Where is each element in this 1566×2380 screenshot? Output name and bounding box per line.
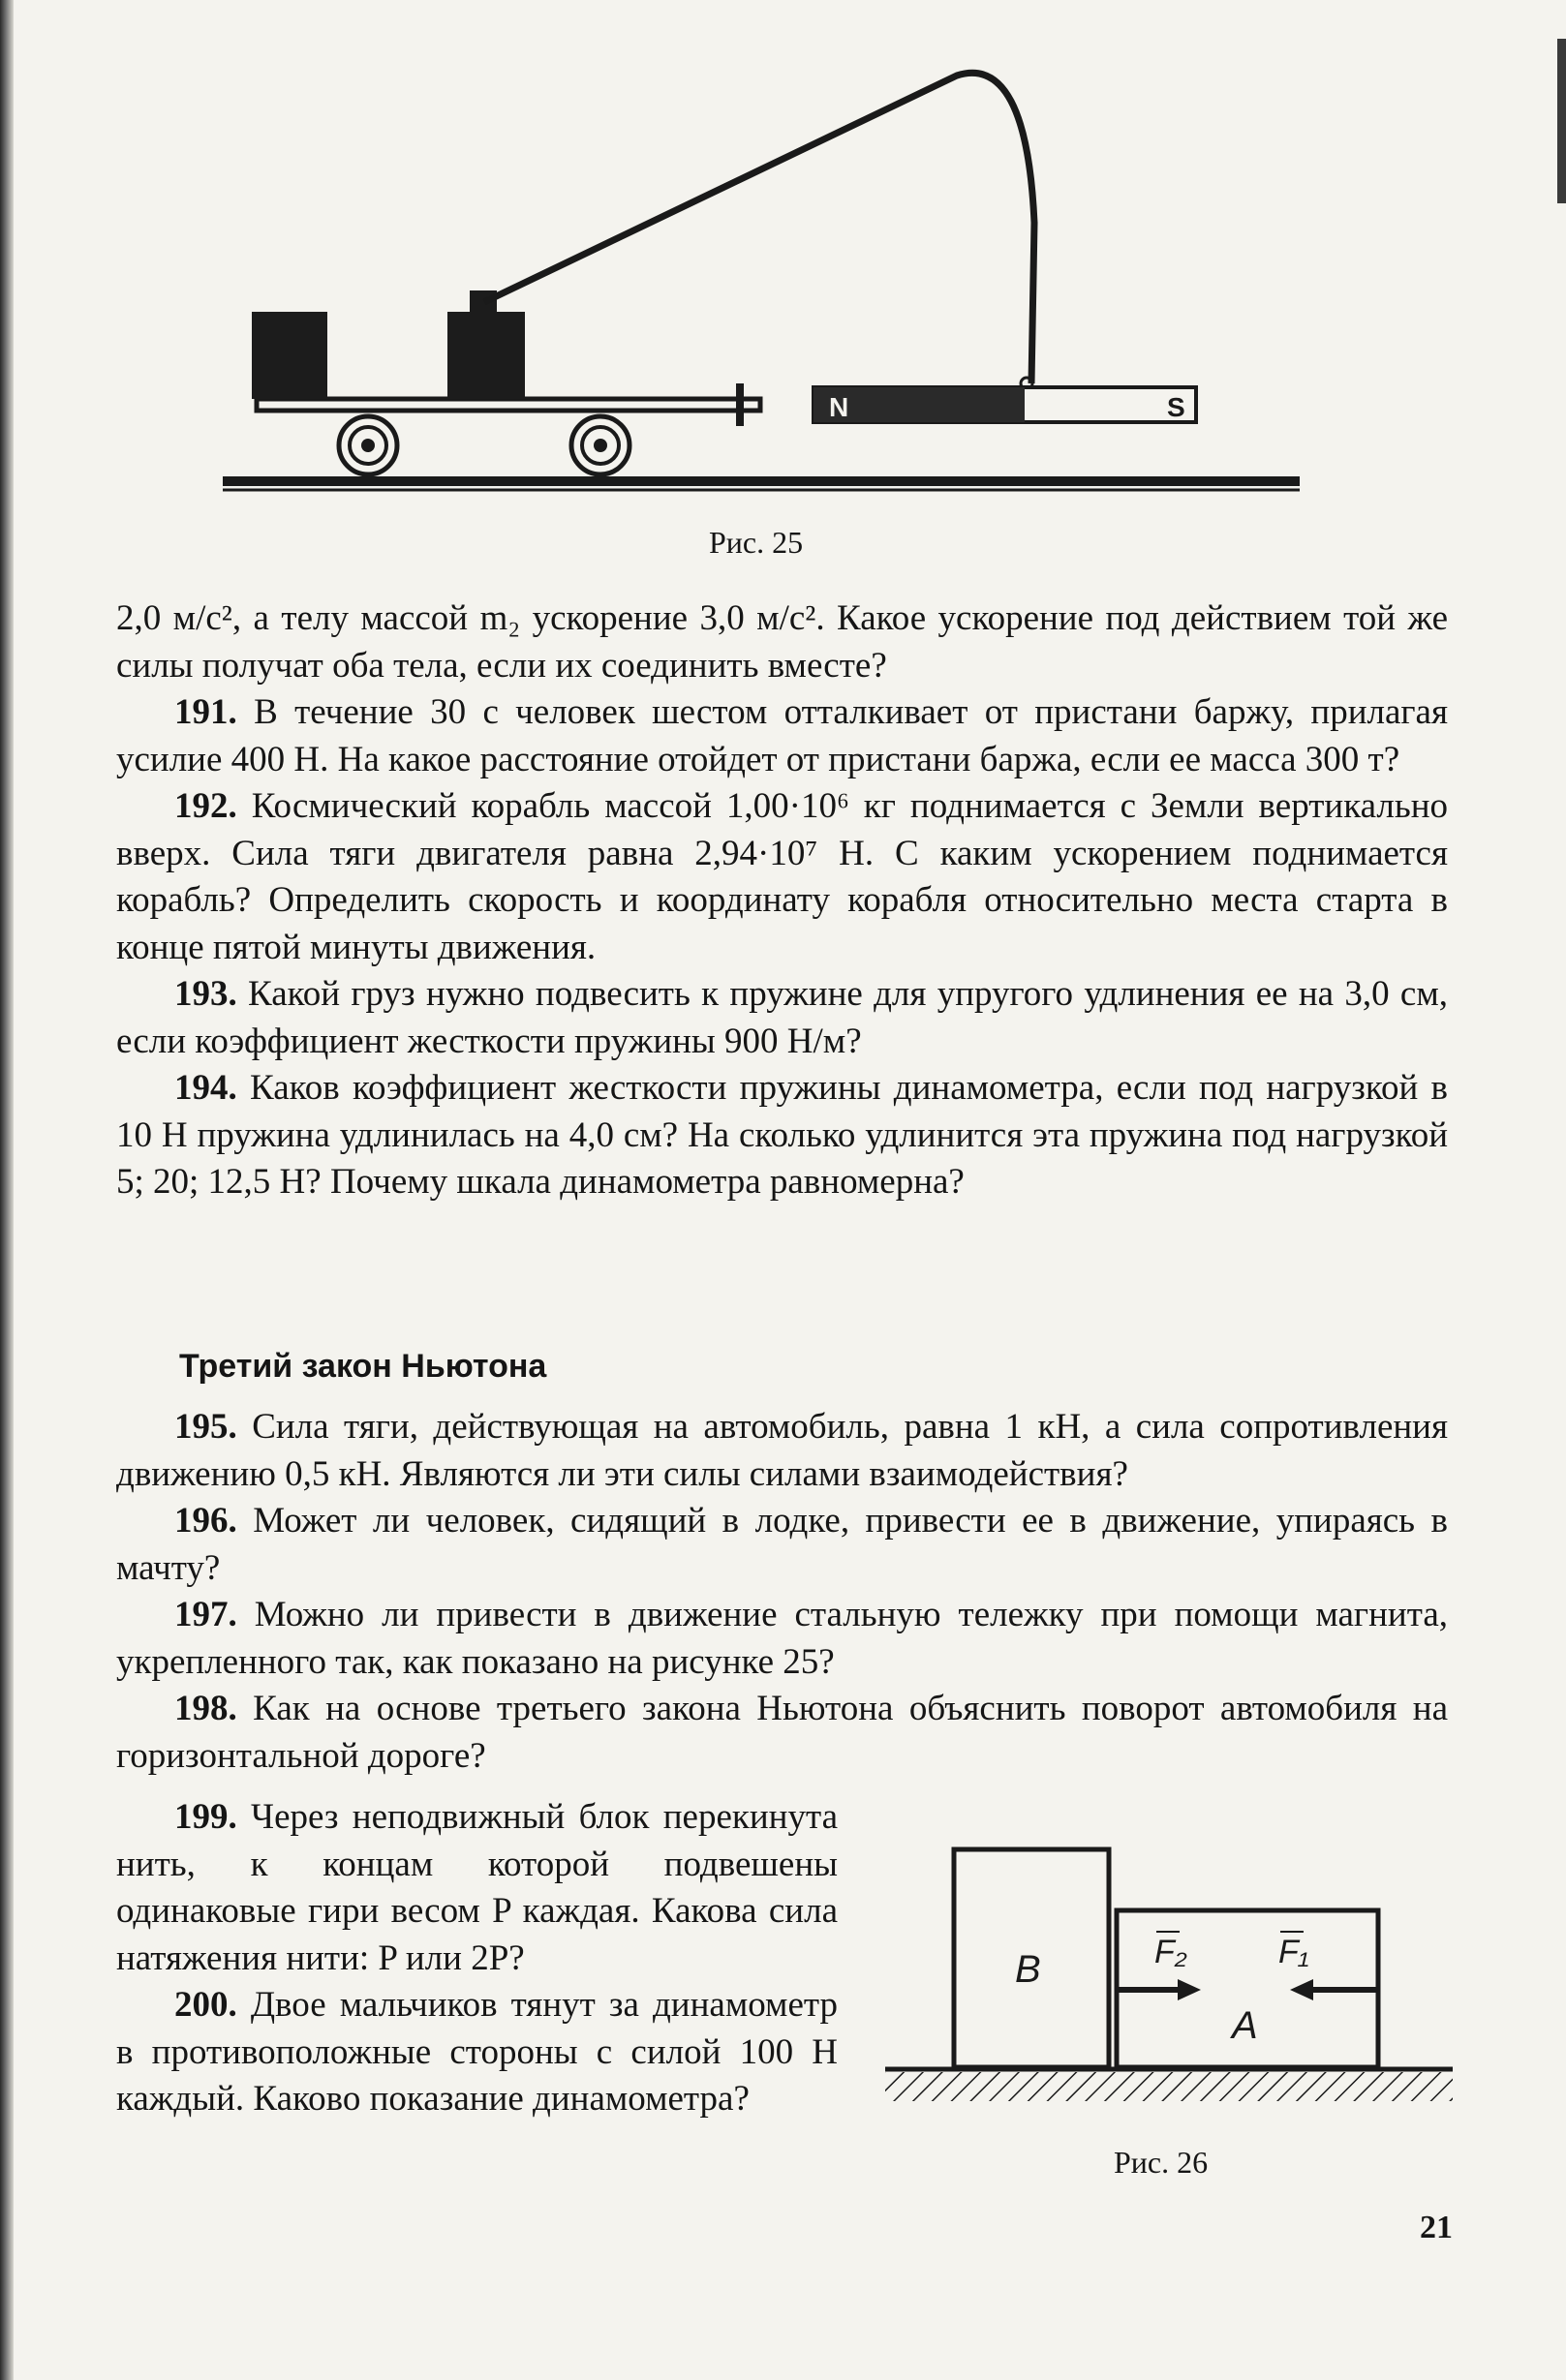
ground-hatching (885, 2072, 1453, 2101)
weight-right (447, 312, 525, 399)
force-f2-label: F₂ (1154, 1934, 1187, 1970)
figure-25 (213, 58, 1307, 523)
block-b-label: B (1015, 1948, 1041, 1991)
track (223, 476, 1300, 486)
text-block-2 (116, 1404, 1448, 1780)
section-heading: Третий закон Ньютона (179, 1348, 547, 1385)
wheel-right (571, 416, 629, 474)
page-number: 21 (1420, 2210, 1453, 2245)
magnet-south-label: S (1167, 392, 1185, 422)
problem-195: 195. Сила тяги, действующая на автомобиль, равна 1 кН, а сила сопротивления движению 0,5 кН. Являются ли эти силы силами взаимодействия? (116, 1407, 1448, 1494)
text-block-3 (116, 1794, 838, 2123)
force-f1-label: F₁ (1278, 1934, 1309, 1970)
weight-left (252, 312, 327, 399)
block-a-label: A (1232, 2004, 1258, 2047)
force-f1-arrow (1290, 1979, 1377, 2000)
scan-edge-right (1557, 39, 1566, 203)
scan-edge-left (0, 0, 14, 2380)
problem-197: 197. Можно ли привести в движение стальную тележку при помощи магнита, укрепленного так, как показано на рисунке 25? (116, 1595, 1448, 1682)
cart-platform (257, 399, 760, 411)
wheel-left (339, 416, 397, 474)
problem-193: 193. Какой груз нужно подвесить к пружине для упругого удлинения ее на 3,0 см, если коэффициент жесткости пружины 900 Н/м? (116, 974, 1448, 1061)
problem-200: 200. Двое мальчиков тянут за динамометр в противоположные стороны с силой 100 Н каждый. Каково показание динамометра? (116, 1985, 838, 2119)
magnet-north-label: N (829, 392, 849, 422)
continuation-paragraph: 2,0 м/с², а телу массой m₂ ускорение 3,0 м/с². Какое ускорение под действием той же силы получат оба тела, если их соединить вместе? (116, 598, 1448, 686)
problem-199: 199. Через неподвижный блок перекинута нить, к концам которой подвешены одинаковые гири весом P каждая. Какова сила натяжения нити: P или 2P? (116, 1797, 838, 1978)
force-f2-arrow (1117, 1979, 1201, 2000)
problem-191: 191. В течение 30 с человек шестом отталкивает от пристани баржу, прилагая усилие 400 Н. На какое расстояние отойдет от пристани баржа, если ее масса 300 т? (116, 692, 1448, 779)
problem-192: 192. Космический корабль массой 1,00·10⁶ кг поднимается с Земли вертикально вверх. Сила тяги двигателя равна 2,94·10⁷ Н. С каким ускорением поднимается корабль? Определить скорость и координату корабля относительно места старта в конце пятой минуты движения. (116, 786, 1448, 967)
figure-25-caption: Рис. 25 (709, 525, 804, 560)
bar-magnet (814, 387, 1196, 422)
figure-26-caption: Рис. 26 (1114, 2145, 1209, 2180)
problem-198: 198. Как на основе третьего закона Ньютона объяснить поворот автомобиля на горизонтальной дороге? (116, 1689, 1448, 1776)
figure-26 (872, 1835, 1462, 2188)
problem-196: 196. Может ли человек, сидящий в лодке, привести ее в движение, упираясь в мачту? (116, 1501, 1448, 1588)
text-block-1 (116, 595, 1448, 1206)
magnet-holder-rod (484, 73, 1034, 383)
problem-194: 194. Каков коэффициент жесткости пружины динамометра, если под нагрузкой в 10 Н пружина удлинилась на 4,0 см? На сколько удлинится эта пружина под нагрузкой 5; 20; 12,5 Н? Почему шкала динамометра равномерна? (116, 1068, 1448, 1202)
